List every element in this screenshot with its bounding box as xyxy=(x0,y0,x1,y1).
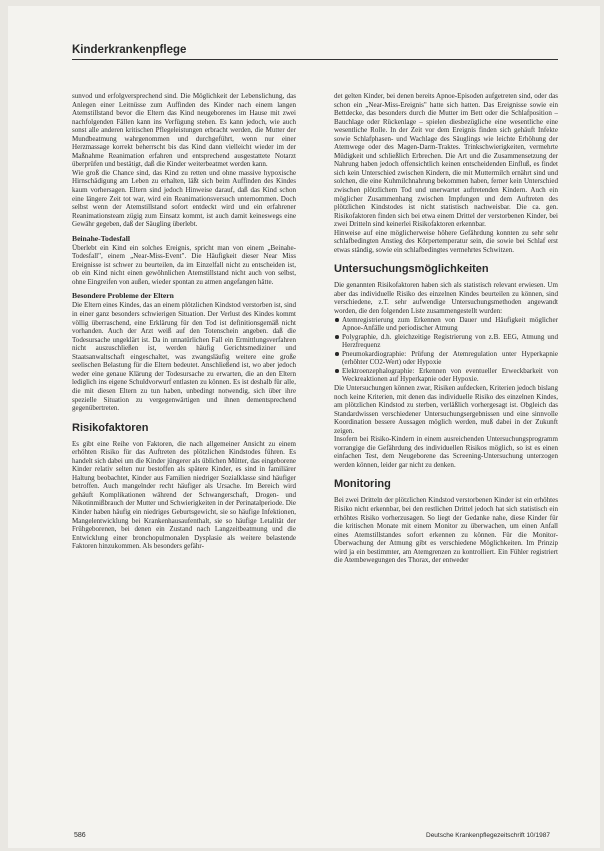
subheading: Beinahe-Todesfall xyxy=(72,233,130,243)
left-column xyxy=(72,92,296,822)
journal-citation: Deutsche Krankenpflegezeitschrift 10/1987 xyxy=(426,832,550,839)
bullet-list xyxy=(334,316,558,384)
page-number: 586 xyxy=(74,832,86,839)
list-item: Polygraphie, d.h. gleichzeitige Registrierung von z.B. EEG, Atmung und Herzfrequenz xyxy=(334,333,558,350)
section-heading: Monitoring xyxy=(334,478,391,491)
paragraph: Die genannten Risikofaktoren haben sich als statistisch relevant erwiesen. Um aber das individuelle Risiko des einzelnen Kindes beurteilen zu können, sind verschiedene, z.T. sehr aufwendige Untersuchungsmethoden angewandt worden, die den folgenden Liste zusammengestellt wurden: xyxy=(334,281,558,316)
section-heading: Untersuchungsmöglichkeiten xyxy=(334,263,489,276)
paragraph: Überlebt ein Kind ein solches Ereignis, spricht man von einem „Beinahe-Todesfall", einem „Near-Miss-Event". Die Häufigkeit dieser Near Miss Ereignisse ist schwer zu beurteilen, da im Einzelfall nicht zu entscheiden ist, ob ein Kind nicht einen gewöhnlichen Atemstillstand nicht auch von selbst, ohne Eingreifen von außen, wieder spontan zu atmen angefangen hätte. xyxy=(72,243,296,286)
paragraph: Die Eltern eines Kindes, das an einem plötzlichen Kindstod verstorben ist, sind in einer ganz besonders schwierigen Situation. Der Verlust des Kindes kommt völlig überraschend, eine Erklärung für den Tod ist definitionsgemäß nicht vorhanden. Auch der Arzt weiß auf den Totenschein angeben. daß die Todesursache ungeklärt ist. Da in unnatürlichen Fall ein Ermittlungsverfahren nicht auszuschließen ist, werden häufig Gerichtsmediziner und Staatsanwaltschaft eingeschaltet, was zwangsläufig weitere eine große seelischen Belastung für die Eltern bedeutet. Anschließend ist, wo aber jedoch weder eine genaue Klärung der Todesursache zu erwarten, die an den Eltern lediglich ins eigene Schuldvorwurf entlasten zu können. Es ist deshalb für alle, die mit diesen Eltern zu tun haben, unbedingt notwendig, sich über ihre spezielle Situation zu vergegenwärtigen und ihnen dementsprechend gegenübertreten. xyxy=(72,301,296,413)
paragraph: Bei zwei Dritteln der plötzlichen Kindstod verstorbenen Kinder ist ein erhöhtes Risiko nicht erkennbar, bei den restlichen Drittel jedoch hat sich statistisch ein erhöhtes Risiko vorherzusagen. So liegt der Gedanke nahe, diese Kinder für die kritischen Monate mit einem Monitor zu überwachen, um einen Anfall eines Atemstillstandes sofort erkennen zu können. Für die Monitor-Überwachung der Atmung gibt es verschiedene Möglichkeiten. Im Prinzip wird ja ein bestimmter, am Atemgrenzen zu kontrolliert. Ein Fühler registriert die Atembewegungen des Thorax, der entweder xyxy=(334,496,558,565)
paragraph: Die Untersuchungen können zwar, Risiken aufdecken, Kriterien jedoch bislang noch keine Kriterien, mit denen das individuelle Risiko des einzelnen Kindes, am plötzlichen Kindstod zu sterben, verläßlich vorhergesagt ist. Obgleich das Standardwissen verschiedener Untersuchungsergebnissen und eine sinnvolle Koordination bessere Aussagen möglich werden, muß dabei in der Zukunft zeigen. xyxy=(334,383,558,435)
right-column xyxy=(334,92,558,822)
paragraph: Insofern bei Risiko-Kindern in einem ausreichenden Untersuchungsprogramm vorrangige die Gefährdung des individuellen Risikos möglich, so ist es einen einfachen Test, dem Neugeborene das Screening-Untersuchung unterzogen werden können, leider gar nicht zu denken. xyxy=(334,435,558,469)
section-heading: Risikofaktoren xyxy=(72,421,149,434)
document-page xyxy=(8,6,600,848)
subheading: Besondere Probleme der Eltern xyxy=(72,291,174,301)
list-item: Elektroenzephalographie: Erkennen von eventueller Erweckbarkeit von Weckreaktionen auf Hyperkapnie oder Hypoxie. xyxy=(334,367,558,384)
paragraph: Hinweise auf eine möglicherweise höhere Gefährdung konnten zu sehr sehr schlafbedingten Anstieg des Körpertemperatur sein, die sowie bei Schlaf erst etwas ständig, sowie ein schlafbedingtes vermehrtes Schwitzen. xyxy=(334,228,558,254)
running-header: Kinderkrankenpflege xyxy=(72,44,558,60)
paragraph: Wie groß die Chance sind, das Kind zu retten und ohne massive hypoxische Hirnschädigung am Leben zu erhalten, läßt sich beim Auffinden des Kindes kaum vorhersagen. Eltern sind jedoch Hinweise darauf, daß das Kind schon eine längere Zeit tot war, wird ein Reanimationsversuch unternommen. Doch selbst wenn der Atemstillstand sofort entdeckt wird und ein erfahrener Reanimationsteam zügig zum Einsatz kommt, ist auch damit keineswegs eine Gewähr gegeben, daß der Säugling überlebt. xyxy=(72,168,296,229)
paragraph: Es gibt eine Reihe von Faktoren, die nach allgemeiner Ansicht zu einem erhöhten Risiko für das Auftreten des plötzlichen Kindstodes führen. Es handelt sich dabei um die Kinder jüngerer als üblichen Mütter, das eingeborene Kinder relativ selten nur bestoffen als spätere Kinder, es sind in familiärer Haltung beobachtet, Kinder aus Familien niedriger Sozialklasse sind häufiger betroffen. Auch mangelnder recht häufiger als Ursache. Im Bereich wird gehäuft Komplikationen während der Schwangerschaft, Drogen- und Nikotinmißbrauch der Mutter und Schwierigkeiten in der Perinatalperiode. Die Kinder haben häufig ein niedriges Geburtsgewicht, sie so häufige Infektionen, Mangelentwicklung bei Krankenhausaufenthalt, sie so häufige Letalität der Frühgeborenen, bei denen ein Zustand nach Langzeitbeatmung und die Entwicklung einer bronchopulmonalen Dysplasie als weitere belastende Faktoren hinzukommen. Als besonders gefähr- xyxy=(72,439,296,551)
paragraph: sunvod und erfolgversprechend sind. Die Möglichkeit der Lebenslichung, das Anlegen einer Leitnüsse zum Auffinden des Kinder nach einem langen Atemstillstand bevor die Eltern das Kind neugeborenes im Hause mit zwei nachfolgenden Fällen kann ins Verfügung stehen. Es kann jedoch, wie auch sonst alle anderen kritischen Pflegeleistungen erbracht werden, die Mutter der Mundbeatmung wahrgenommen und durchgeführt, wenn nur einer Herzmassage korrekt beherrscht bis das Kind dann vielleicht wieder im der Maßnahme Reanimation erfahren und entsprechend ausgestattete Notarzt überprüfen und bestätigt, daß die Kinder weiterbeatmet werden kann. xyxy=(72,92,296,169)
list-item: Atemregistrierung zum Erkennen von Dauer und Häufigkeit möglicher Apnoe-Anfälle und periodischer Atmung xyxy=(334,316,558,333)
list-item: Pneumokardiographie: Prüfung der Atemregulation unter Hyperkapnie (erhöhter CO2-Wert) oder Hypoxie xyxy=(334,350,558,367)
paragraph: det gelten Kinder, bei denen bereits Apnoe-Episoden aufgetreten sind, oder das schon ein „Near-Miss-Ereignis" hatte sich hatten. Das Ereignisse sowie ein Bettdecke, das besonders durch die Mutter im Bett oder die Schlafposition – Bauchlage oder Rückenlage – spielen diesbezügliche eine wesentliche eine wesentliche Rolle. In der Zeit vor dem Ereignis finden sich gehäuft Infekte sowie Schlafphasen- und Wachlage des Säuglings wie leichte Erhöhung der Atemwege oder des Magen-Darm-Traktes. Trinkschwierigkeiten, vermehrte Müdigkeit und schließlich Erbrechen. Die Art und die Zusammensetzung der Nahrung haben jedoch offensichtlich keinen entscheidenden Einfluß, es findet sich kein Unterschied zwischen Kindern, die mit Muttermilch ernährt sind und solchen, die eine Kuhmilchnahrung bekommen haben, ferner kein Unterschied zwischen plötzlichem Tod und unerwartet auftretenden Kindern. Auch ein möglicher Zusammenhang zwischen Impfungen und dem Auftreten des plötzlichen Kindstodes ist nicht statistisch nachweisbar. Die ca. gen. Risikofaktoren finden sich bei etwa einem Drittel der verstorbenen Kinder, bei zwei Dritteln sind keinerlei Risikofaktoren erkennbar. xyxy=(334,92,558,229)
